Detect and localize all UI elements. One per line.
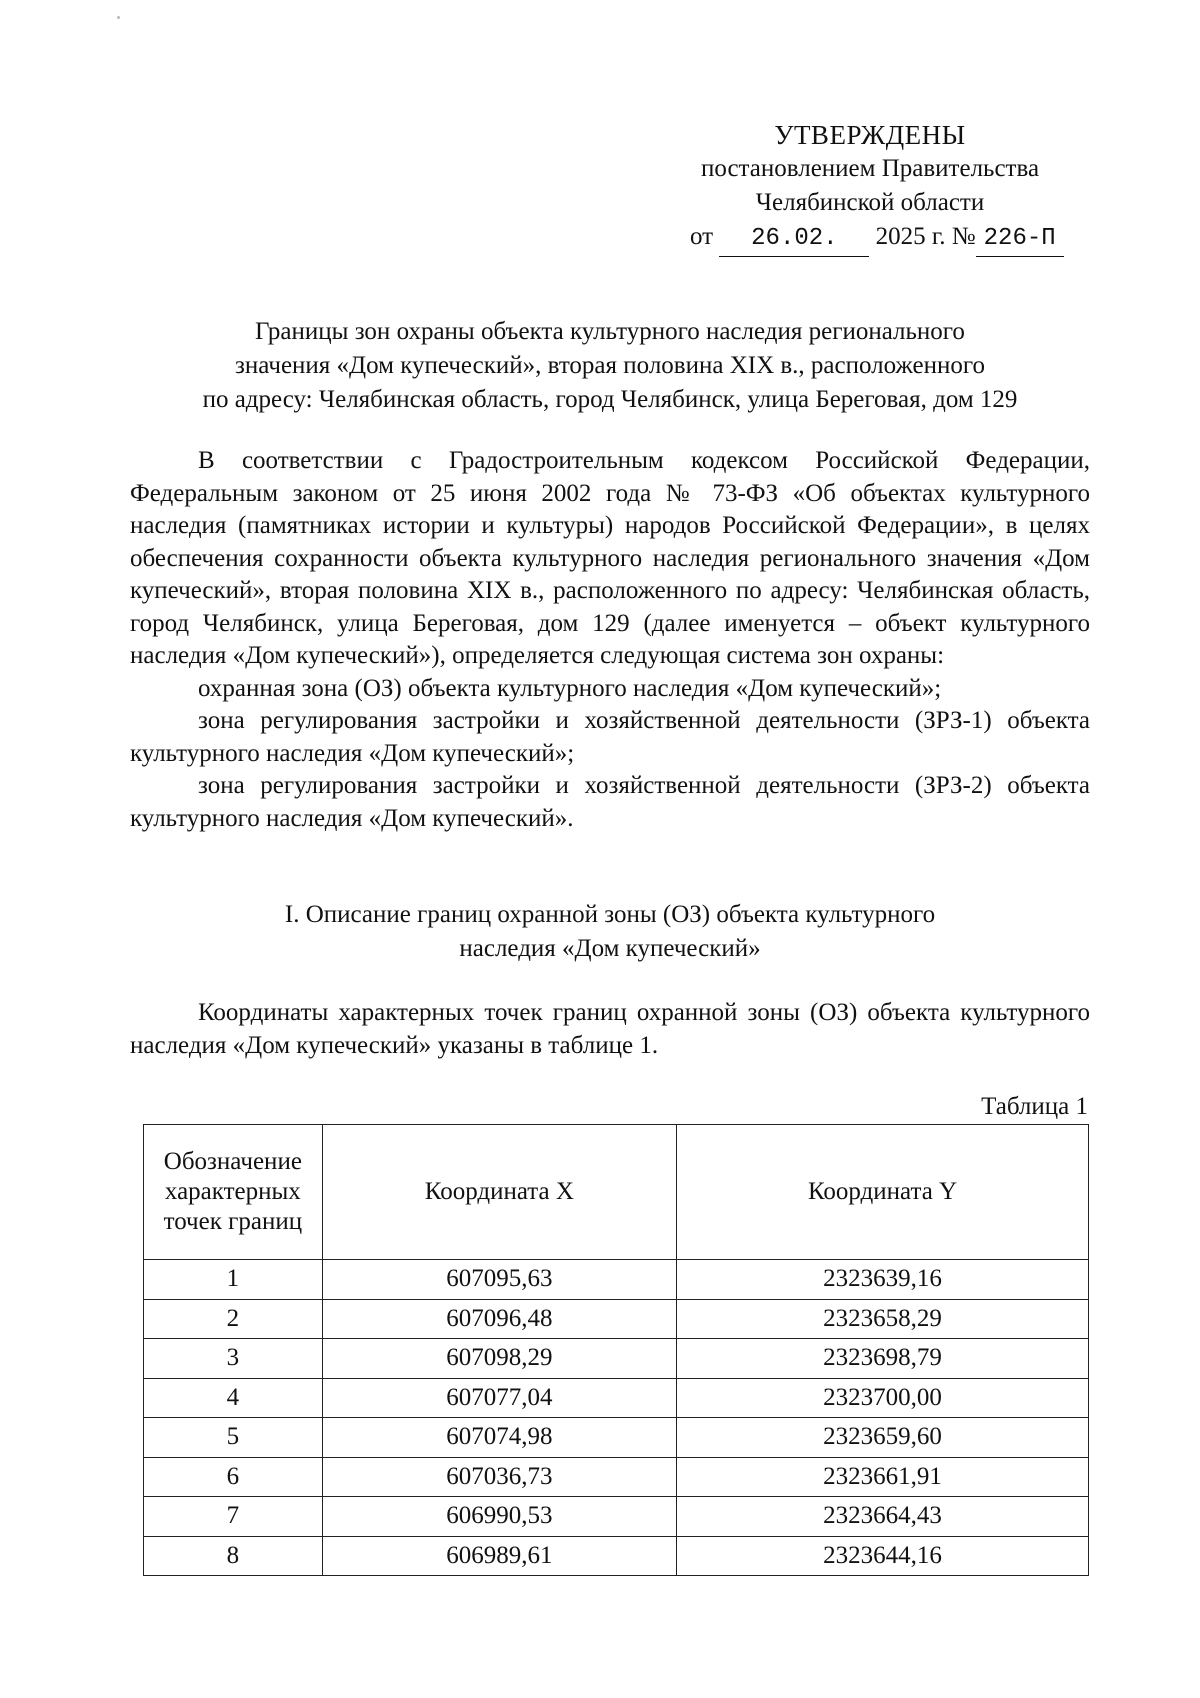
cell-y: 2323698,79 bbox=[677, 1339, 1089, 1379]
cell-x: 607077,04 bbox=[322, 1378, 676, 1418]
cell-y: 2323659,60 bbox=[677, 1418, 1089, 1458]
cell-x: 607095,63 bbox=[322, 1260, 676, 1300]
handwritten-number: 226-П bbox=[976, 222, 1064, 257]
cell-y: 2323664,43 bbox=[677, 1497, 1089, 1537]
table-caption: Таблица 1 bbox=[981, 1093, 1088, 1120]
cell-y: 2323644,16 bbox=[677, 1536, 1089, 1576]
cell-point: 1 bbox=[144, 1260, 323, 1300]
paragraph-zone-zrz2: зона регулирования застройки и хозяйственной деятельности (ЗРЗ-2) объекта культурного наследия «Дом купеческий». bbox=[130, 772, 1090, 832]
cell-point: 6 bbox=[144, 1457, 323, 1497]
document-title-line-2: значения «Дом купеческий», вторая половина XIX в., расположенного bbox=[235, 352, 985, 379]
table-row bbox=[144, 1497, 1089, 1537]
coordinates-table bbox=[143, 1124, 1089, 1576]
cell-point: 4 bbox=[144, 1378, 323, 1418]
cell-y: 2323700,00 bbox=[677, 1378, 1089, 1418]
approval-title: УТВЕРЖДЕНЫ bbox=[774, 120, 966, 150]
cell-y: 2323661,91 bbox=[677, 1457, 1089, 1497]
cell-x: 607096,48 bbox=[322, 1299, 676, 1339]
handwritten-date: 26.02. bbox=[719, 222, 869, 257]
body-text bbox=[130, 445, 1090, 835]
approval-date-line bbox=[660, 220, 1080, 257]
approval-line-2: Челябинской области bbox=[755, 189, 985, 216]
cell-point: 3 bbox=[144, 1339, 323, 1379]
header-point: Обозначение характерных точек границ bbox=[144, 1125, 323, 1260]
header-x: Координата X bbox=[322, 1125, 676, 1260]
table-row bbox=[144, 1378, 1089, 1418]
document-title-line-1: Границы зон охраны объекта культурного наследия регионального bbox=[255, 318, 965, 345]
table-row bbox=[144, 1339, 1089, 1379]
approval-line-1: постановлением Правительства bbox=[700, 155, 1040, 182]
section-1-title bbox=[130, 898, 1090, 966]
cell-x: 607036,73 bbox=[322, 1457, 676, 1497]
cell-x: 606989,61 bbox=[322, 1536, 676, 1576]
paragraph-preamble: В соответствии с Градостроительным кодексом Российской Федерации, Федеральным законом от 25 июня 2002 года № 73-ФЗ «Об объектах культурного наследия (памятниках истории и культуры) народов Российской Федерации», в целях обеспечения сохранности объекта культурного наследия регионального значения «Дом купеческий», вторая половина XIX в., расположенного по адресу: Челябинская область, город Челябинск, улица Береговая, дом 129 (далее именуется – объект культурного наследия «Дом купеческий»), определяется следующая система зон охраны: bbox=[130, 447, 1090, 669]
header-y: Координата Y bbox=[677, 1125, 1089, 1260]
date-prefix: от bbox=[690, 223, 714, 250]
cell-y: 2323658,29 bbox=[677, 1299, 1089, 1339]
paragraph-zone-zrz1: зона регулирования застройки и хозяйственной деятельности (ЗРЗ-1) объекта культурного наследия «Дом купеческий»; bbox=[130, 707, 1090, 767]
document-title bbox=[130, 315, 1090, 417]
cell-point: 2 bbox=[144, 1299, 323, 1339]
table-row bbox=[144, 1536, 1089, 1576]
scan-speck bbox=[117, 16, 120, 19]
section-1-title-line-2: наследия «Дом купеческий» bbox=[459, 935, 761, 962]
table-row bbox=[144, 1299, 1089, 1339]
table-row bbox=[144, 1457, 1089, 1497]
year-text: 2025 г. № bbox=[875, 223, 976, 250]
section-1-text: Координаты характерных точек границ охранной зоны (ОЗ) объекта культурного наследия «Дом купеческий» указаны в таблице 1. bbox=[130, 999, 1090, 1059]
cell-x: 607074,98 bbox=[322, 1418, 676, 1458]
cell-point: 5 bbox=[144, 1418, 323, 1458]
cell-x: 607098,29 bbox=[322, 1339, 676, 1379]
cell-point: 7 bbox=[144, 1497, 323, 1537]
cell-y: 2323639,16 bbox=[677, 1260, 1089, 1300]
cell-x: 606990,53 bbox=[322, 1497, 676, 1537]
document-title-line-3: по адресу: Челябинская область, город Челябинск, улица Береговая, дом 129 bbox=[202, 386, 1018, 413]
cell-point: 8 bbox=[144, 1536, 323, 1576]
approval-block bbox=[660, 118, 1080, 257]
table-row bbox=[144, 1260, 1089, 1300]
table-row bbox=[144, 1418, 1089, 1458]
section-1-title-line-1: I. Описание границ охранной зоны (ОЗ) объекта культурного bbox=[284, 901, 936, 928]
table-header-row bbox=[144, 1125, 1089, 1260]
paragraph-zone-oz: охранная зона (ОЗ) объекта культурного наследия «Дом купеческий»; bbox=[198, 674, 942, 702]
